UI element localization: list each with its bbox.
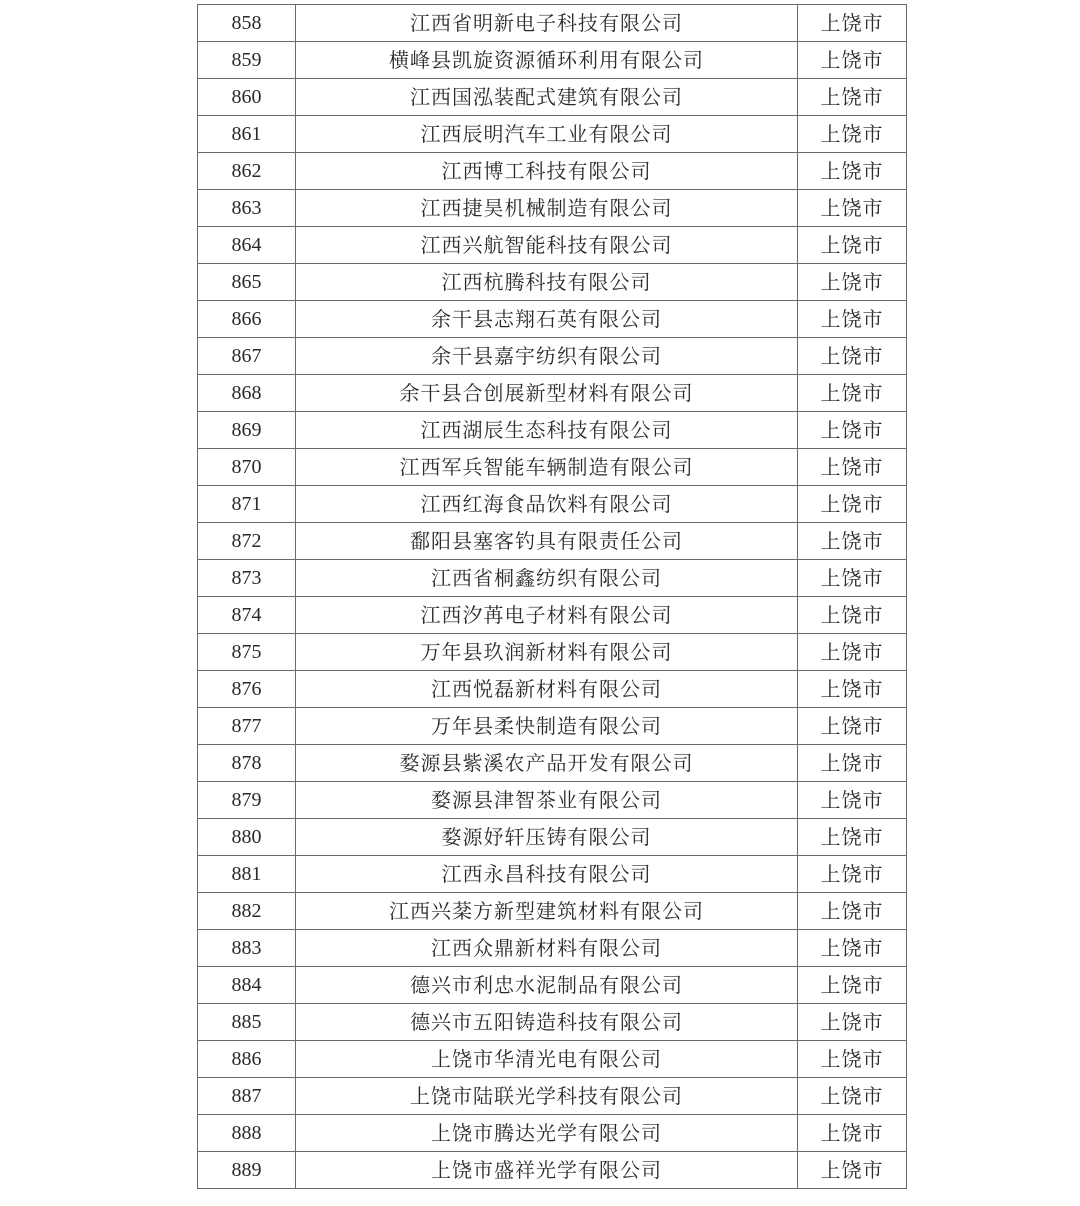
city-name: 上饶市 [798, 301, 907, 338]
table-row [198, 708, 907, 745]
company-name: 江西红海食品饮料有限公司 [296, 486, 798, 523]
row-number: 864 [198, 227, 296, 264]
city-name: 上饶市 [798, 634, 907, 671]
row-number: 865 [198, 264, 296, 301]
city-name: 上饶市 [798, 42, 907, 79]
city-name: 上饶市 [798, 967, 907, 1004]
company-name: 江西博工科技有限公司 [296, 153, 798, 190]
city-name: 上饶市 [798, 375, 907, 412]
table-row [198, 1004, 907, 1041]
city-name: 上饶市 [798, 560, 907, 597]
table-row [198, 42, 907, 79]
table-row [198, 671, 907, 708]
row-number: 889 [198, 1152, 296, 1189]
city-name: 上饶市 [798, 856, 907, 893]
company-name: 江西悦磊新材料有限公司 [296, 671, 798, 708]
row-number: 874 [198, 597, 296, 634]
company-name: 上饶市华清光电有限公司 [296, 1041, 798, 1078]
company-name: 江西兴航智能科技有限公司 [296, 227, 798, 264]
company-name: 上饶市陆联光学科技有限公司 [296, 1078, 798, 1115]
row-number: 879 [198, 782, 296, 819]
company-name: 余干县嘉宇纺织有限公司 [296, 338, 798, 375]
row-number: 859 [198, 42, 296, 79]
row-number: 885 [198, 1004, 296, 1041]
table-row [198, 1078, 907, 1115]
table-row [198, 449, 907, 486]
company-name: 江西汐苒电子材料有限公司 [296, 597, 798, 634]
table-row [198, 412, 907, 449]
table-row [198, 227, 907, 264]
company-name: 江西省桐鑫纺织有限公司 [296, 560, 798, 597]
city-name: 上饶市 [798, 1078, 907, 1115]
row-number: 861 [198, 116, 296, 153]
table-row [198, 930, 907, 967]
city-name: 上饶市 [798, 153, 907, 190]
city-name: 上饶市 [798, 449, 907, 486]
city-name: 上饶市 [798, 893, 907, 930]
row-number: 875 [198, 634, 296, 671]
city-name: 上饶市 [798, 745, 907, 782]
company-list-table [197, 4, 907, 1189]
row-number: 873 [198, 560, 296, 597]
company-name: 江西国泓装配式建筑有限公司 [296, 79, 798, 116]
table-row [198, 264, 907, 301]
table-row [198, 338, 907, 375]
row-number: 872 [198, 523, 296, 560]
row-number: 860 [198, 79, 296, 116]
row-number: 867 [198, 338, 296, 375]
company-name: 余干县合创展新型材料有限公司 [296, 375, 798, 412]
row-number: 869 [198, 412, 296, 449]
row-number: 858 [198, 5, 296, 42]
city-name: 上饶市 [798, 708, 907, 745]
city-name: 上饶市 [798, 190, 907, 227]
company-name: 上饶市盛祥光学有限公司 [296, 1152, 798, 1189]
company-name: 婺源县紫溪农产品开发有限公司 [296, 745, 798, 782]
city-name: 上饶市 [798, 1004, 907, 1041]
row-number: 868 [198, 375, 296, 412]
table-row [198, 1152, 907, 1189]
company-name: 江西兴棻方新型建筑材料有限公司 [296, 893, 798, 930]
city-name: 上饶市 [798, 671, 907, 708]
table-row [198, 301, 907, 338]
table-row [198, 597, 907, 634]
row-number: 863 [198, 190, 296, 227]
company-name: 江西辰明汽车工业有限公司 [296, 116, 798, 153]
company-name: 江西省明新电子科技有限公司 [296, 5, 798, 42]
company-name: 婺源县津智茶业有限公司 [296, 782, 798, 819]
company-name: 江西捷昊机械制造有限公司 [296, 190, 798, 227]
company-name: 江西众鼎新材料有限公司 [296, 930, 798, 967]
row-number: 876 [198, 671, 296, 708]
city-name: 上饶市 [798, 5, 907, 42]
city-name: 上饶市 [798, 523, 907, 560]
company-name: 德兴市五阳铸造科技有限公司 [296, 1004, 798, 1041]
row-number: 883 [198, 930, 296, 967]
city-name: 上饶市 [798, 1041, 907, 1078]
city-name: 上饶市 [798, 486, 907, 523]
city-name: 上饶市 [798, 116, 907, 153]
row-number: 886 [198, 1041, 296, 1078]
city-name: 上饶市 [798, 819, 907, 856]
city-name: 上饶市 [798, 338, 907, 375]
row-number: 870 [198, 449, 296, 486]
row-number: 888 [198, 1115, 296, 1152]
company-name: 江西军兵智能车辆制造有限公司 [296, 449, 798, 486]
table-row [198, 893, 907, 930]
table-row [198, 819, 907, 856]
company-name: 江西湖辰生态科技有限公司 [296, 412, 798, 449]
table-row [198, 1041, 907, 1078]
company-name: 婺源妤轩压铸有限公司 [296, 819, 798, 856]
table-row [198, 634, 907, 671]
table-row [198, 1115, 907, 1152]
city-name: 上饶市 [798, 1152, 907, 1189]
row-number: 877 [198, 708, 296, 745]
company-name: 江西永昌科技有限公司 [296, 856, 798, 893]
table-row [198, 856, 907, 893]
company-name: 万年县柔快制造有限公司 [296, 708, 798, 745]
city-name: 上饶市 [798, 782, 907, 819]
table-row [198, 745, 907, 782]
company-name: 德兴市利忠水泥制品有限公司 [296, 967, 798, 1004]
table-row [198, 523, 907, 560]
table-body [198, 5, 907, 1189]
table-row [198, 79, 907, 116]
company-name: 江西杭腾科技有限公司 [296, 264, 798, 301]
row-number: 878 [198, 745, 296, 782]
company-name: 横峰县凯旋资源循环利用有限公司 [296, 42, 798, 79]
city-name: 上饶市 [798, 227, 907, 264]
city-name: 上饶市 [798, 79, 907, 116]
city-name: 上饶市 [798, 1115, 907, 1152]
city-name: 上饶市 [798, 412, 907, 449]
row-number: 866 [198, 301, 296, 338]
row-number: 881 [198, 856, 296, 893]
table-row [198, 375, 907, 412]
city-name: 上饶市 [798, 264, 907, 301]
table-row [198, 967, 907, 1004]
row-number: 887 [198, 1078, 296, 1115]
row-number: 884 [198, 967, 296, 1004]
company-name: 余干县志翔石英有限公司 [296, 301, 798, 338]
city-name: 上饶市 [798, 597, 907, 634]
city-name: 上饶市 [798, 930, 907, 967]
table-row [198, 486, 907, 523]
table-row [198, 116, 907, 153]
row-number: 882 [198, 893, 296, 930]
company-name: 万年县玖润新材料有限公司 [296, 634, 798, 671]
table-row [198, 190, 907, 227]
company-name: 鄱阳县塞客钓具有限责任公司 [296, 523, 798, 560]
table-row [198, 153, 907, 190]
row-number: 880 [198, 819, 296, 856]
row-number: 871 [198, 486, 296, 523]
row-number: 862 [198, 153, 296, 190]
table-row [198, 560, 907, 597]
table-row [198, 782, 907, 819]
company-name: 上饶市腾达光学有限公司 [296, 1115, 798, 1152]
table-row [198, 5, 907, 42]
